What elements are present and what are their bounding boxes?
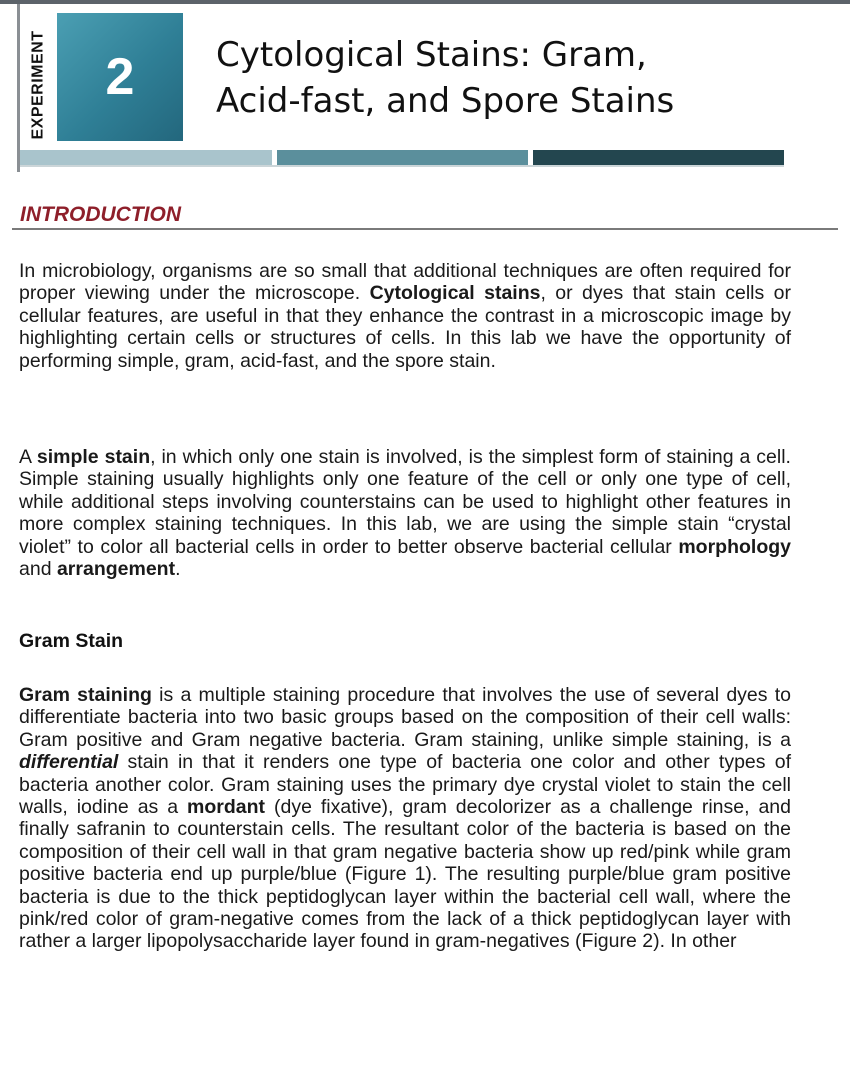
title-line-2: Acid-fast, and Spore Stains: [216, 81, 675, 121]
header-bar-light: [20, 150, 272, 165]
page-title: [216, 32, 836, 124]
term-cytological-stains: Cytological stains: [369, 282, 541, 305]
top-border: [0, 0, 850, 4]
intro-paragraph-2: [19, 446, 791, 580]
term-gram-staining: Gram staining: [19, 684, 152, 706]
text-run: , in which only one stain is involved, is the simplest form of staining a cell. Simple staining usually highlights only one feature of the cell or only one type of cell, while additional steps involving counterstains can be used to highlight other features in more complex staining techniques. In this lab, we are using the simple stain “crystal violet” to color all bacterial cells in order to better observe bacterial cellular: [19, 446, 791, 558]
term-differential: differential: [19, 751, 119, 774]
text-run: A: [19, 446, 37, 468]
header-bar-mid: [277, 150, 528, 165]
text-run: .: [175, 558, 181, 581]
text-run: , or dyes that stain cells or cellular features, are useful in that they enhance the contrast in a microscopic image by highlighting certain cells or structures of cells. In this lab we have the opportunity of performing simple, gram, acid-fast, and the spore stain.: [19, 282, 791, 372]
text-run: stain in that it renders one type of bacteria one color and other types of bacteria another color. Gram staining uses the primary dye crystal violet to stain the cell walls, iodine as a: [19, 751, 791, 819]
header-bar-dark: [533, 150, 784, 165]
text-run: is a multiple staining procedure that involves the use of several dyes to differentiate bacteria into two basic groups based on the composition of their cell walls: Gram positive and Gram negative bacteria. Gram staining, unlike simple staining, is a: [19, 684, 791, 751]
gram-stain-paragraph: [19, 684, 791, 953]
intro-paragraph-1: [19, 260, 791, 372]
subheading-gram-stain: Gram Stain: [19, 630, 124, 652]
header-bar-underline: [20, 165, 784, 167]
term-morphology: morphology: [678, 535, 791, 558]
experiment-label: [22, 4, 54, 166]
title-line-1: Cytological Stains: Gram,: [216, 35, 647, 75]
experiment-label-text: EXPERIMENT: [29, 30, 47, 140]
term-arrangement: arrangement: [56, 558, 176, 581]
section-divider: [12, 228, 838, 230]
term-simple-stain: simple stain: [36, 446, 151, 468]
term-mordant: mordant: [187, 796, 266, 819]
section-heading-introduction: INTRODUCTION: [20, 203, 181, 226]
side-border: [17, 4, 20, 172]
experiment-number: 2: [105, 48, 135, 106]
experiment-number-box: [57, 13, 183, 141]
text-run: and: [19, 558, 57, 581]
text-run: In microbiology, organisms are so small that additional techniques are often required for proper viewing under the microscope.: [19, 260, 791, 305]
text-run: (dye fixative), gram decolorizer as a challenge rinse, and finally safranin to counterstain cells. The resultant color of the bacteria is based on the composition of their cell wall in that gram negative bacteria show up red/pink while gram positive bacteria end up purple/blue (Figure 1). The resulting purple/blue gram positive bacteria is due to the thick peptidoglycan layer within the bacterial cell wall, where the pink/red color of gram-negative comes from the lack of a thick peptidoglycan layer with rather a larger lipopolysaccharide layer found in gram-negatives (Figure 2). In other: [19, 796, 791, 953]
